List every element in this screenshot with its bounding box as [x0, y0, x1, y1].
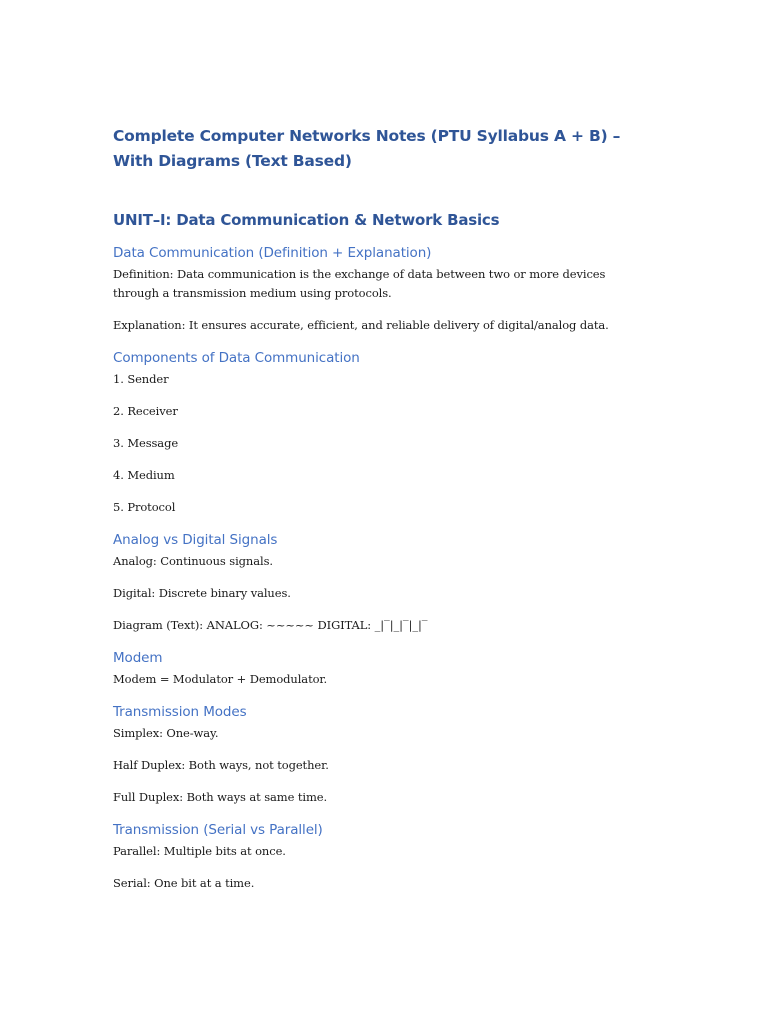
list-item: 2. Receiver [113, 404, 178, 418]
section-transmission-modes [113, 703, 653, 807]
paragraph: Modem = Modulator + Demodulator. [113, 672, 328, 686]
document-content [113, 124, 653, 893]
paragraph: Analog: Continuous signals. [113, 554, 273, 568]
section-heading: Modem [113, 650, 163, 666]
section-heading: Data Communication (Definition + Explanation) [113, 245, 432, 261]
paragraph: Half Duplex: Both ways, not together. [113, 758, 329, 772]
paragraph: Definition: Data communication is the exchange of data between two or more devices through a transmission medium using protocols. [113, 267, 606, 300]
section-heading: Transmission Modes [113, 704, 247, 720]
section-heading: Transmission (Serial vs Parallel) [113, 822, 323, 838]
paragraph: Parallel: Multiple bits at once. [113, 844, 286, 858]
section-heading: Components of Data Communication [113, 350, 360, 366]
section-data-communication [113, 244, 653, 335]
unit-heading: UNIT–I: Data Communication & Network Basics [113, 211, 500, 229]
text-diagram: Diagram (Text): ANALOG: ~~~~~ DIGITAL: _|‾|_|‾|_|‾ [113, 618, 428, 632]
paragraph: Digital: Discrete binary values. [113, 586, 291, 600]
section-analog-digital [113, 531, 653, 635]
list-item: 3. Message [113, 436, 179, 450]
list-item: 4. Medium [113, 468, 175, 482]
paragraph: Simplex: One-way. [113, 726, 219, 740]
section-heading: Analog vs Digital Signals [113, 532, 278, 548]
document-title: Complete Computer Networks Notes (PTU Syllabus A + B) – With Diagrams (Text Based) [113, 127, 621, 170]
paragraph: Serial: One bit at a time. [113, 876, 255, 890]
section-serial-parallel [113, 821, 653, 893]
paragraph: Full Duplex: Both ways at same time. [113, 790, 328, 804]
section-components [113, 349, 653, 517]
section-modem [113, 649, 653, 689]
list-item: 1. Sender [113, 372, 169, 386]
paragraph: Explanation: It ensures accurate, efficient, and reliable delivery of digital/analog data. [113, 318, 609, 332]
list-item: 5. Protocol [113, 500, 176, 514]
